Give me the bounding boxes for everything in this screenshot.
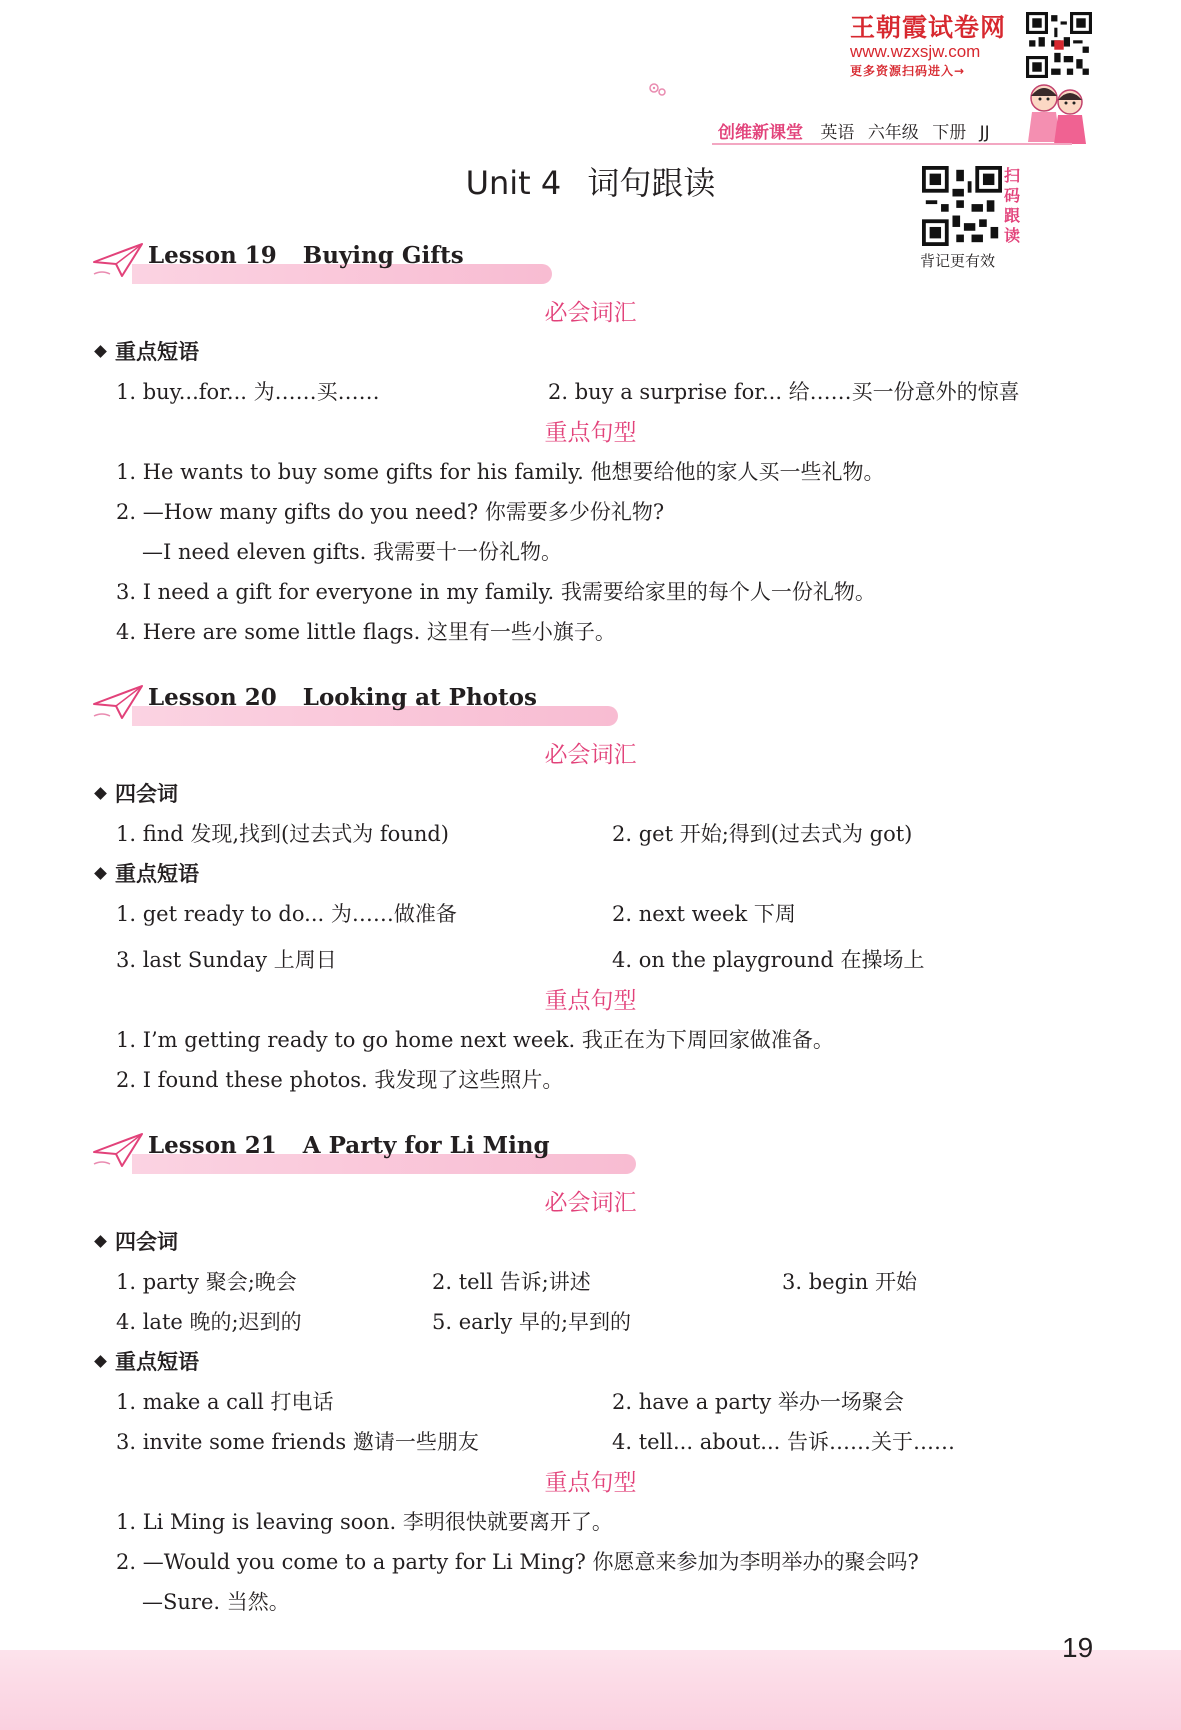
word-item: 2. tell 告诉;讲述 xyxy=(432,1270,591,1294)
diamond-bullet-icon xyxy=(94,1355,107,1368)
word-item: 2. get 开始;得到(过去式为 got) xyxy=(612,822,913,846)
vocab-heading: 必会词汇 xyxy=(544,300,637,326)
words-heading: 四会词 xyxy=(96,778,178,808)
phrase-item: 3. last Sunday 上周日 xyxy=(116,948,337,972)
sentence-item: 3. I need a gift for everyone in my family. 我需要给家里的每个人一份礼物。 xyxy=(116,580,876,604)
unit-label: Unit 4 xyxy=(465,164,562,202)
sentence-item: 2. —How many gifts do you need? 你需要多少份礼物? xyxy=(116,500,665,524)
word-item: 5. early 早的;早到的 xyxy=(432,1310,632,1334)
edition: JJ xyxy=(979,123,990,143)
phrase-item: 1. get ready to do... 为……做准备 xyxy=(116,902,457,926)
lesson-title xyxy=(148,684,537,711)
phrase-item: 1. make a call 打电话 xyxy=(116,1390,334,1414)
sentences-heading: 重点句型 xyxy=(544,988,637,1014)
series-name: 创维新课堂 xyxy=(718,123,803,143)
lesson-title xyxy=(148,1132,550,1159)
sentences-heading: 重点句型 xyxy=(544,1470,637,1496)
lesson-number: Lesson 21 xyxy=(148,1132,277,1159)
series-line-text xyxy=(718,118,998,143)
word-item: 1. party 聚会;晚会 xyxy=(116,1270,297,1294)
header-divider xyxy=(712,143,1072,145)
word-item: 3. begin 开始 xyxy=(782,1270,917,1294)
sentence-item: —I need eleven gifts. 我需要十一份礼物。 xyxy=(142,540,563,564)
phrases-heading: 重点短语 xyxy=(96,336,199,366)
qr-side-caption: 背记更有效 xyxy=(920,252,996,270)
subject: 英语 xyxy=(820,123,855,143)
phrase-item: 3. invite some friends 邀请一些朋友 xyxy=(116,1430,479,1454)
cartoon-children-icon xyxy=(1022,78,1092,150)
phrase-item: 1. buy...for... 为……买…… xyxy=(116,380,380,404)
diamond-bullet-icon xyxy=(94,345,107,358)
lesson-name: Buying Gifts xyxy=(302,242,464,269)
phrase-item: 4. tell... about... 告诉……关于…… xyxy=(612,1430,955,1454)
vocab-heading: 必会词汇 xyxy=(544,742,637,768)
sentence-item: 1. He wants to buy some gifts for his family. 他想要给他的家人买一些礼物。 xyxy=(116,460,885,484)
sentences-heading: 重点句型 xyxy=(544,420,637,446)
qr-code-follow-read-icon[interactable] xyxy=(922,166,1002,246)
lesson-19-header xyxy=(92,238,512,288)
page-number: 19 xyxy=(1062,1632,1094,1663)
lesson-20-header xyxy=(92,680,537,730)
diamond-bullet-icon xyxy=(94,787,107,800)
phrase-item: 2. have a party 举办一场聚会 xyxy=(612,1390,904,1414)
lesson-number: Lesson 19 xyxy=(148,242,277,269)
brand-more: 更多资源扫码进入→ xyxy=(850,64,966,78)
sentence-item: —Sure. 当然。 xyxy=(142,1590,290,1614)
lesson-number: Lesson 20 xyxy=(148,684,277,711)
lesson-21-header xyxy=(92,1128,550,1178)
sentence-item: 4. Here are some little flags. 这里有一些小旗子。 xyxy=(116,620,616,644)
phrase-item: 2. next week 下周 xyxy=(612,902,796,926)
diamond-bullet-icon xyxy=(94,1235,107,1248)
word-item: 1. find 发现,找到(过去式为 found) xyxy=(116,822,450,846)
phrase-item: 2. buy a surprise for... 给……买一份意外的惊喜 xyxy=(548,380,1020,404)
vocab-heading: 必会词汇 xyxy=(544,1190,637,1216)
unit-subtitle: 词句跟读 xyxy=(587,164,716,202)
words-heading: 四会词 xyxy=(96,1226,178,1256)
sentence-item: 1. Li Ming is leaving soon. 李明很快就要离开了。 xyxy=(116,1510,613,1534)
grade: 六年级 xyxy=(867,123,919,143)
phrases-heading: 重点短语 xyxy=(96,1346,199,1376)
phrase-item: 4. on the playground 在操场上 xyxy=(612,948,925,972)
sentence-item: 2. I found these photos. 我发现了这些照片。 xyxy=(116,1068,564,1092)
phrases-heading: 重点短语 xyxy=(96,858,199,888)
brand-block xyxy=(850,8,1020,79)
volume: 下册 xyxy=(932,123,967,143)
lesson-name: Looking at Photos xyxy=(302,684,537,711)
qr-code-icon[interactable] xyxy=(1026,12,1092,78)
footer-band xyxy=(0,1650,1181,1730)
lesson-name: A Party for Li Ming xyxy=(302,1132,550,1159)
lesson-title xyxy=(148,242,464,269)
brand-url[interactable]: www.wzxsjw.com xyxy=(850,42,981,61)
flower-decoration-icon xyxy=(646,80,670,100)
sentence-item: 2. —Would you come to a party for Li Ming? 你愿意来参加为李明举办的聚会吗? xyxy=(116,1550,919,1574)
diamond-bullet-icon xyxy=(94,867,107,880)
brand-title: 王朝霞试卷网 xyxy=(850,13,1007,42)
sentence-item: 1. I’m getting ready to go home next week. 我正在为下周回家做准备。 xyxy=(116,1028,834,1052)
word-item: 4. late 晚的;迟到的 xyxy=(116,1310,302,1334)
qr-side-label: 扫 码 跟 读 xyxy=(1004,166,1021,245)
